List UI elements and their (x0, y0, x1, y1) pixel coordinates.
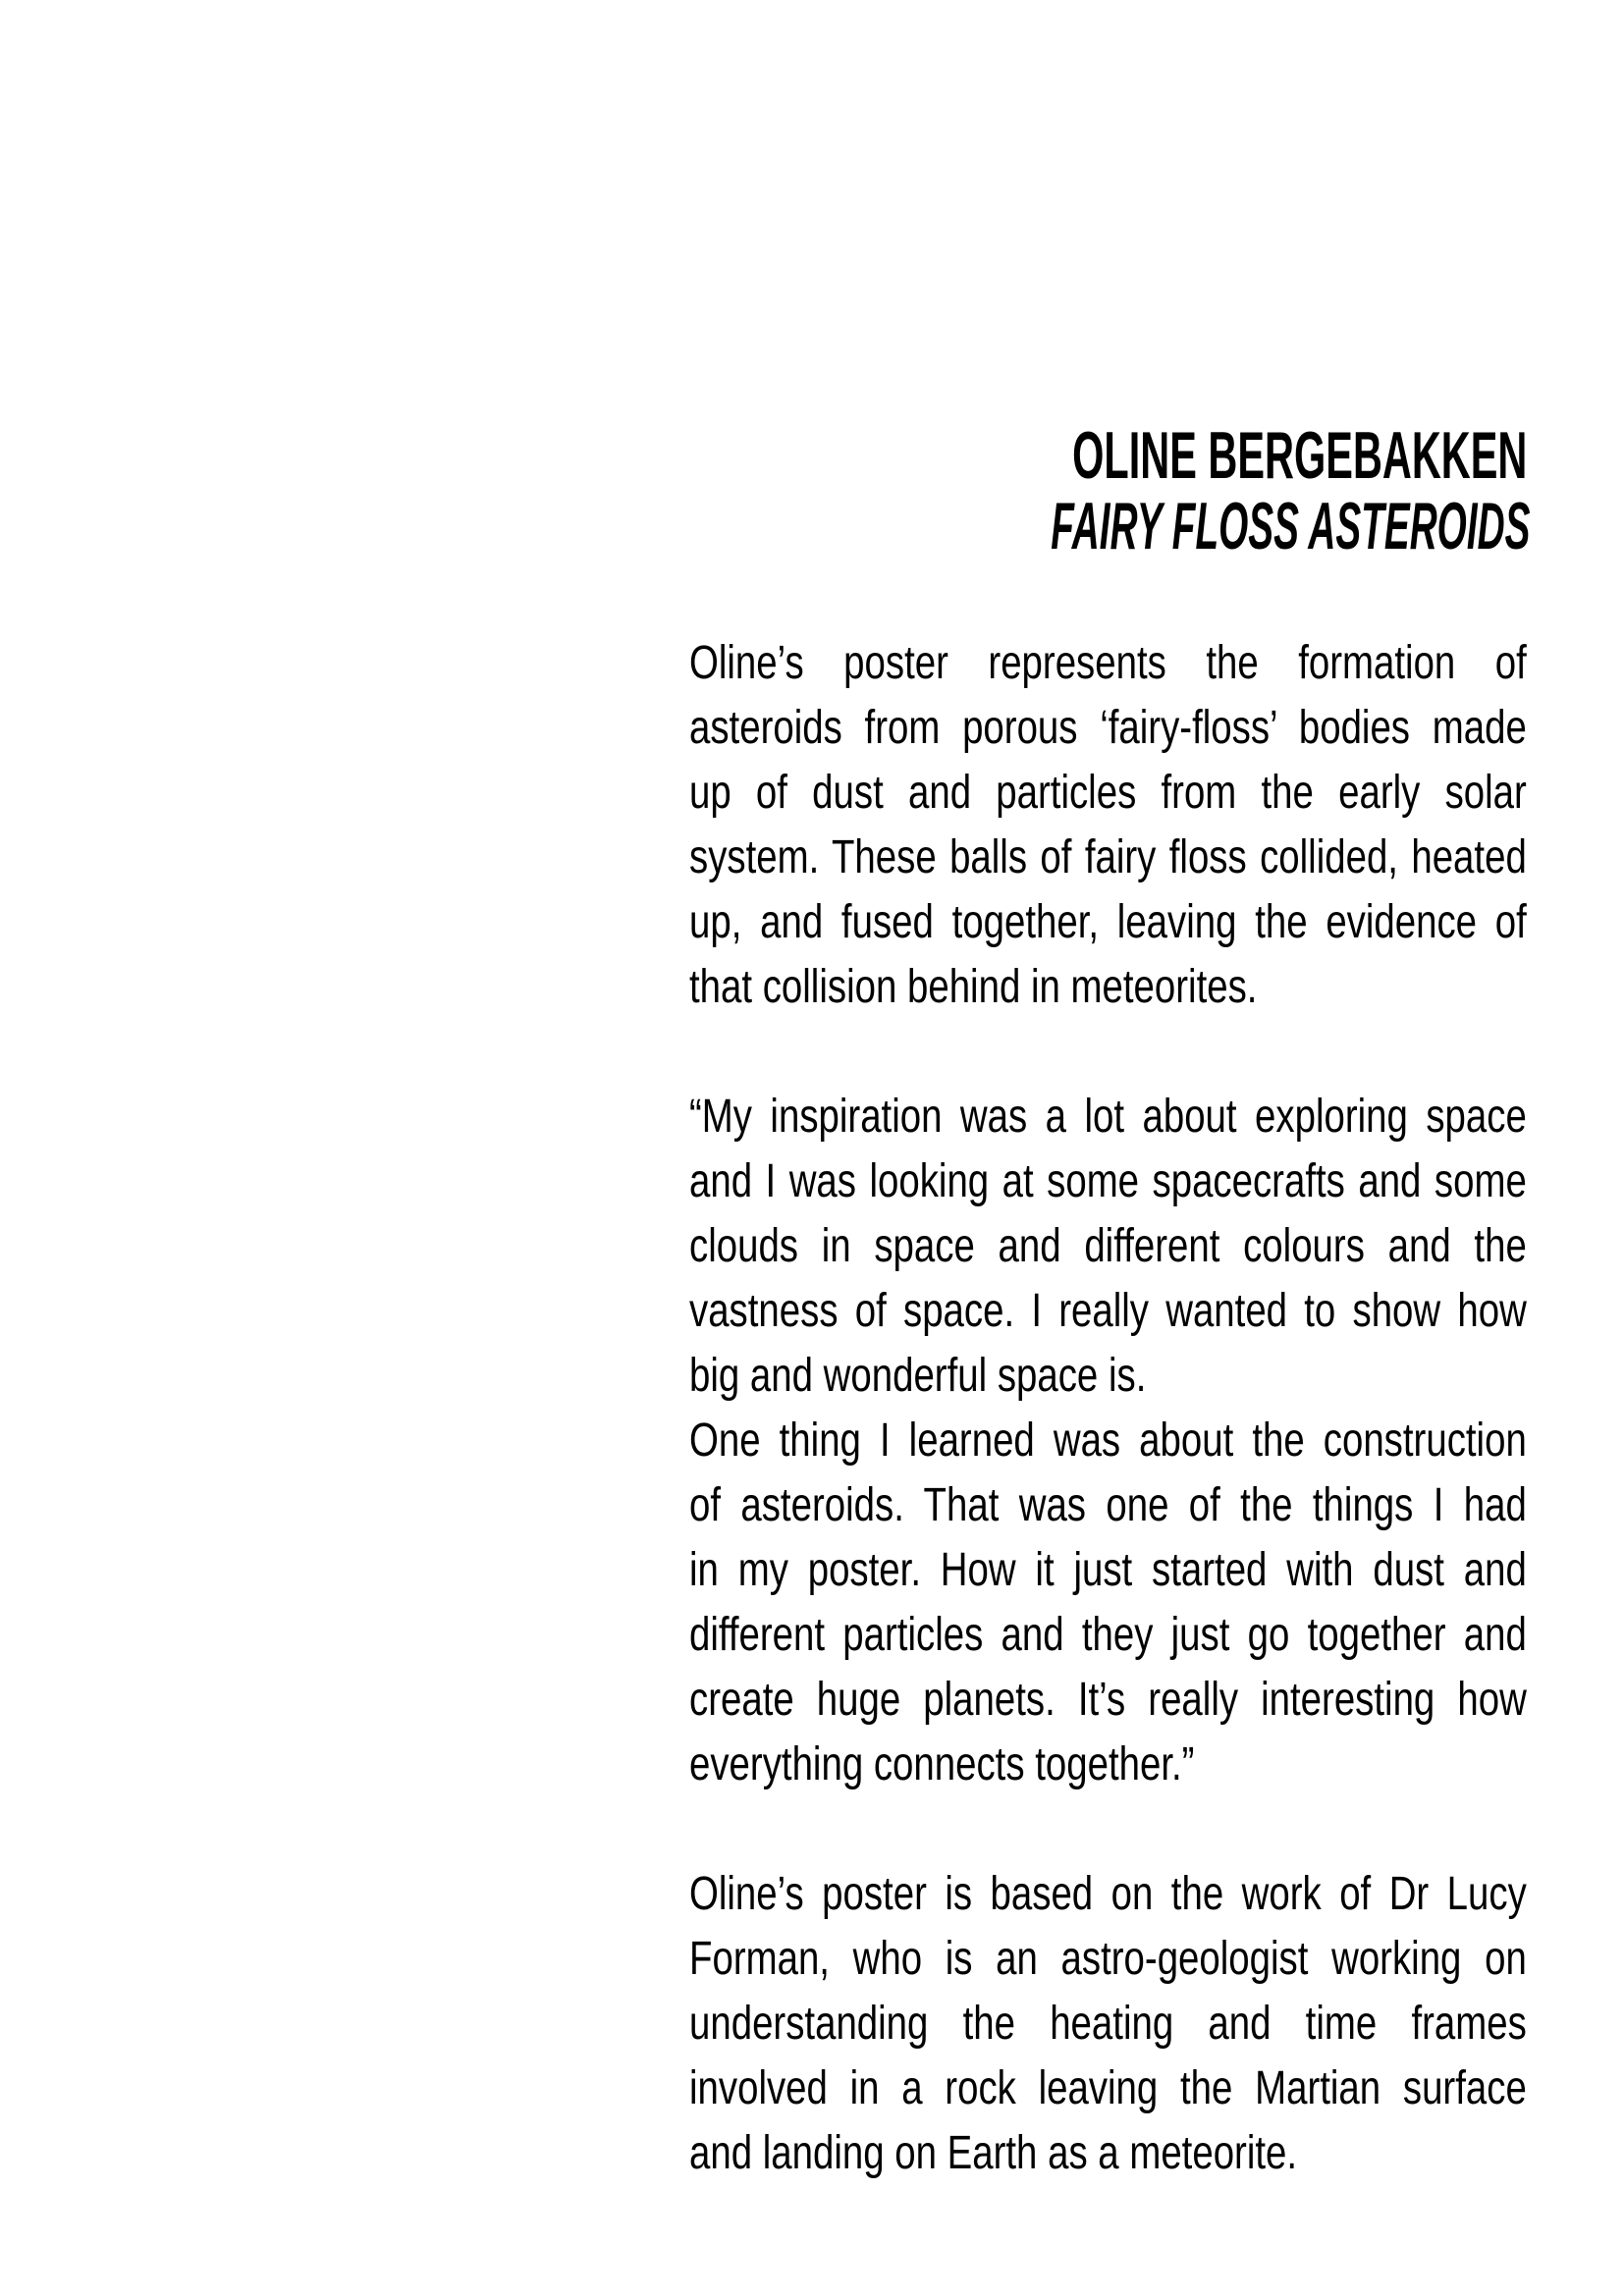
header (689, 418, 1531, 563)
text-line: create huge planets. It’s really interesting how (689, 1674, 1527, 1726)
article-text (689, 631, 1527, 2186)
text-line: in my poster. How it just started with dust and (689, 1544, 1527, 1596)
text-line: understanding the heating and time frames (689, 1998, 1527, 2050)
text-line: “My inspiration was a lot about exploring space (689, 1091, 1527, 1143)
text-line: Forman, who is an astro-geologist working on (689, 1933, 1527, 1985)
text-line: up, and fused together, leaving the evidence of (689, 896, 1527, 948)
paragraph (689, 1862, 1527, 2186)
text-line: up of dust and particles from the early solar (689, 767, 1527, 819)
text-line: of asteroids. That was one of the things I had (689, 1479, 1527, 1531)
poster-title: FAIRY FLOSS ASTEROIDS (1051, 489, 1531, 563)
text-line: and I was looking at some spacecrafts and some (689, 1155, 1527, 1207)
author-name: OLINE BERGEBAKKEN (1071, 418, 1527, 493)
text-line: and landing on Earth as a meteorite. (689, 2127, 1298, 2179)
text-line: vastness of space. I really wanted to show how (689, 1285, 1527, 1337)
text-line: system. These balls of fairy floss collided, heated (689, 831, 1527, 883)
text-line: clouds in space and different colours and the (689, 1220, 1527, 1272)
text-line: that collision behind in meteorites. (689, 961, 1258, 1013)
text-line: involved in a rock leaving the Martian surface (689, 2062, 1527, 2114)
poster-title-line (689, 489, 1531, 563)
author-name-line (689, 420, 1527, 491)
paragraph (689, 631, 1527, 1020)
text-line: different particles and they just go together and (689, 1609, 1527, 1661)
text-line: Oline’s poster represents the formation of (689, 637, 1527, 689)
text-line: One thing I learned was about the construction (689, 1415, 1527, 1467)
text-line: Oline’s poster is based on the work of Dr Lucy (689, 1868, 1527, 1920)
text-line: big and wonderful space is. (689, 1350, 1147, 1402)
paragraph (689, 1085, 1527, 1797)
text-line: asteroids from porous ‘fairy-floss’ bodies made (689, 702, 1527, 754)
text-line: everything connects together.” (689, 1738, 1195, 1790)
